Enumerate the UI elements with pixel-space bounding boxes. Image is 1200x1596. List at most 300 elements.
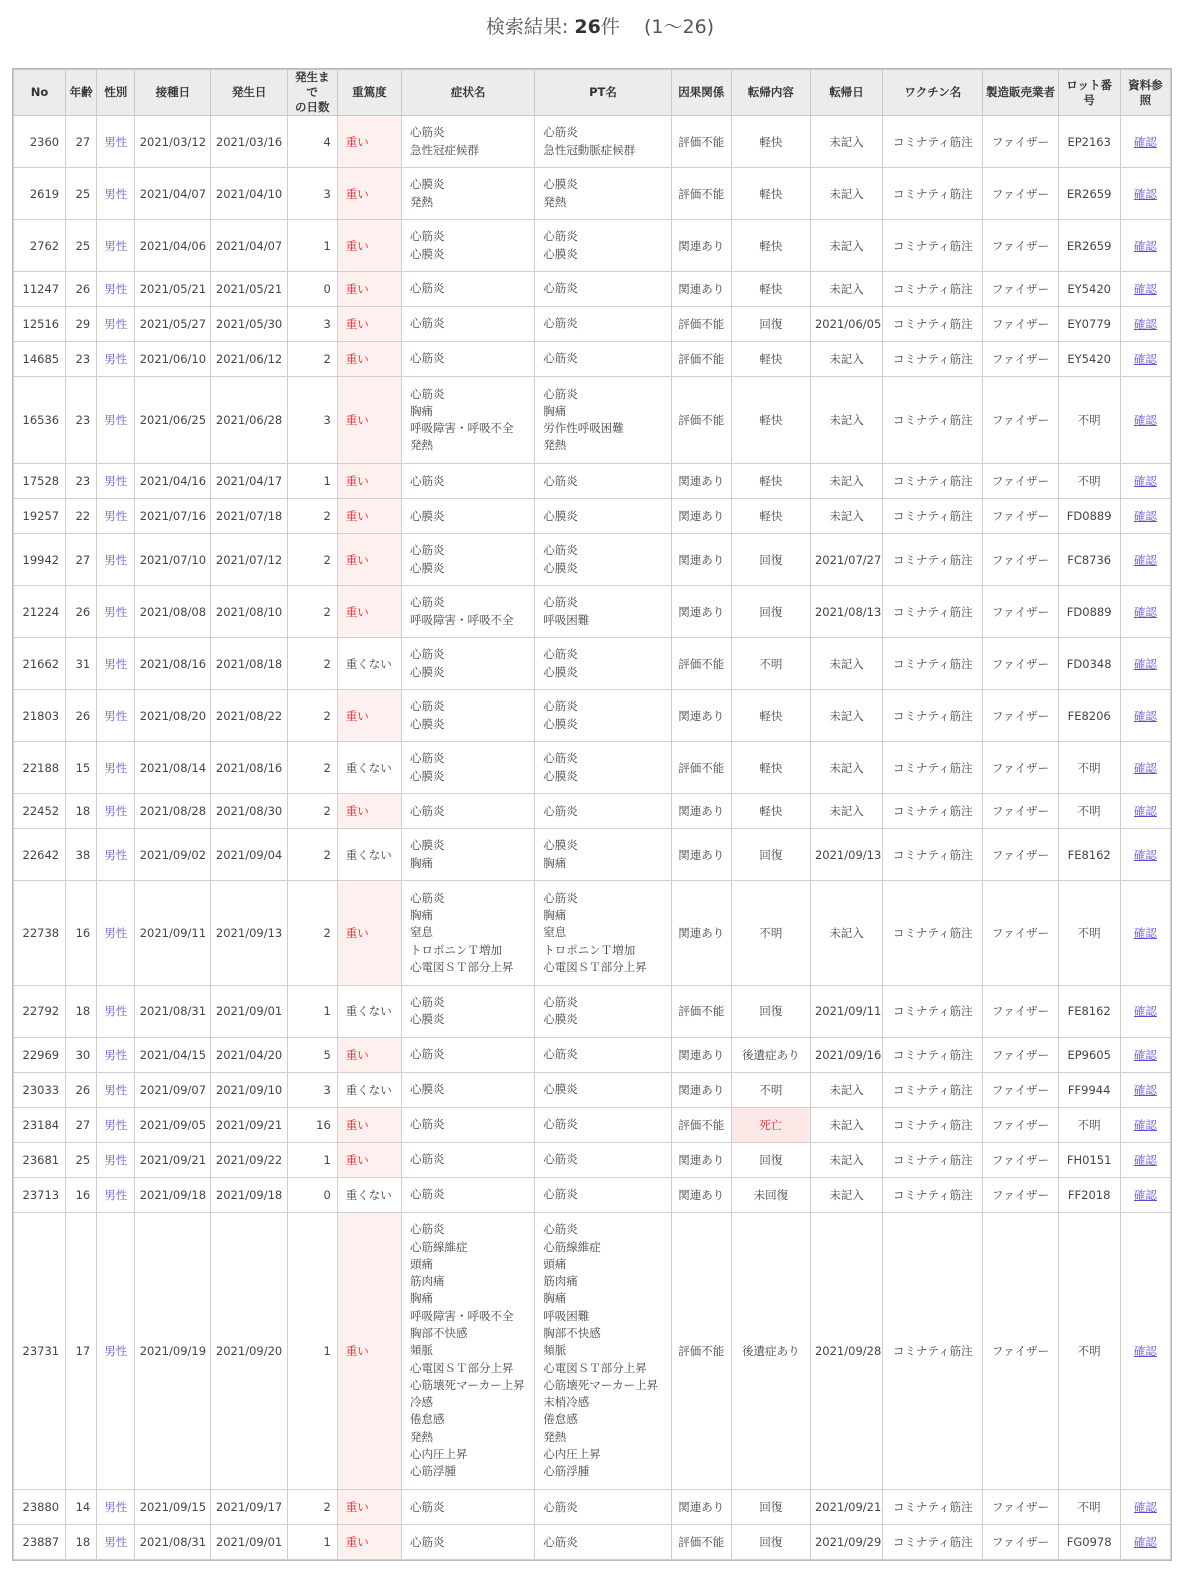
cell-no: 21803: [14, 690, 66, 742]
cell-outcome-date: 未記入: [810, 342, 882, 377]
cell-causality: 関連あり: [671, 881, 731, 986]
cell-sex: 男性: [97, 829, 135, 881]
cell-vaccination-date: 2021/09/07: [135, 1072, 211, 1107]
symptom-item: 心筋炎: [409, 281, 445, 296]
cell-outcome: 後遺症あり: [731, 1212, 810, 1490]
cell-reference: [1120, 829, 1170, 881]
cell-days-to-onset: 0: [287, 272, 337, 307]
col-header-pt-name: PT名: [535, 70, 671, 116]
pt-item: 発熱: [543, 1429, 567, 1444]
confirm-link[interactable]: 確認: [1133, 317, 1157, 331]
confirm-link[interactable]: 確認: [1133, 760, 1157, 775]
cell-reference: [1120, 534, 1170, 586]
cell-manufacturer: ファイザー: [983, 794, 1058, 829]
cell-onset-date: 2021/05/30: [211, 307, 287, 342]
confirm-link[interactable]: 確認: [1133, 1047, 1157, 1062]
cell-pt-name: [535, 985, 671, 1037]
cell-pt-name: [535, 1490, 671, 1525]
cell-days-to-onset: 1: [287, 1525, 337, 1560]
cell-symptoms: [401, 168, 534, 220]
cell-pt-name: [535, 464, 671, 499]
table-row: [14, 1037, 1171, 1072]
symptom-item: 心筋炎: [409, 595, 445, 610]
cell-age: 29: [66, 307, 97, 342]
cell-vaccine-name: コミナティ筋注: [883, 168, 983, 220]
cell-days-to-onset: 5: [287, 1037, 337, 1072]
symptom-item: 胸痛: [409, 1291, 433, 1306]
symptom-item: 心膜炎: [409, 177, 445, 192]
cell-severity: 重い: [337, 1525, 401, 1560]
cell-onset-date: 2021/03/16: [211, 116, 287, 168]
header-row: [14, 70, 1171, 116]
cell-outcome: 回復: [731, 1142, 810, 1177]
col-header-vaccine-name: ワクチン名: [883, 70, 983, 116]
confirm-link[interactable]: 確認: [1133, 1343, 1157, 1358]
col-header-no: No: [14, 70, 66, 116]
cell-no: 23033: [14, 1072, 66, 1107]
cell-outcome-date: 未記入: [810, 116, 882, 168]
cell-symptoms: [401, 272, 534, 307]
confirm-link[interactable]: 確認: [1133, 1500, 1157, 1515]
cell-vaccination-date: 2021/04/16: [135, 464, 211, 499]
symptom-item: 冷感: [409, 1395, 433, 1410]
cell-sex: 男性: [97, 272, 135, 307]
cell-outcome-date: 2021/08/13: [810, 586, 882, 638]
pt-item: 心筋炎: [543, 473, 578, 488]
cell-onset-date: 2021/09/20: [211, 1212, 287, 1490]
result-range: (1〜26): [644, 16, 715, 38]
cell-symptoms: [401, 342, 534, 377]
cell-lot-number: FE8162: [1058, 829, 1120, 881]
cell-vaccine-name: コミナティ筋注: [883, 638, 983, 690]
cell-pt-name: [535, 307, 671, 342]
cell-lot-number: FF2018: [1058, 1177, 1120, 1212]
cell-outcome-date: 未記入: [810, 1142, 882, 1177]
cell-vaccination-date: 2021/08/20: [135, 690, 211, 742]
confirm-link[interactable]: 確認: [1133, 1004, 1157, 1019]
cell-severity: 重くない: [337, 985, 401, 1037]
cell-outcome-date: 未記入: [810, 881, 882, 986]
cell-outcome-date: 未記入: [810, 690, 882, 742]
cell-vaccine-name: コミナティ筋注: [883, 1212, 983, 1490]
cell-onset-date: 2021/08/16: [211, 742, 287, 794]
confirm-link[interactable]: 確認: [1133, 1152, 1157, 1167]
cell-age: 22: [66, 499, 97, 534]
cell-outcome-date: 未記入: [810, 220, 882, 272]
cell-outcome-date: 未記入: [810, 742, 882, 794]
pt-item: 労作性呼吸困難: [543, 421, 624, 436]
confirm-link[interactable]: 確認: [1133, 708, 1157, 723]
cell-days-to-onset: 2: [287, 794, 337, 829]
cell-symptoms: [401, 829, 534, 881]
cell-vaccination-date: 2021/08/28: [135, 794, 211, 829]
cell-pt-name: [535, 829, 671, 881]
cell-outcome: 軽快: [731, 220, 810, 272]
symptom-item: 心膜炎: [409, 716, 445, 731]
cell-reference: [1120, 586, 1170, 638]
confirm-link[interactable]: 確認: [1133, 552, 1157, 567]
cell-onset-date: 2021/04/10: [211, 168, 287, 220]
cell-vaccine-name: コミナティ筋注: [883, 1037, 983, 1072]
pt-item: 心膜炎: [543, 664, 578, 679]
cell-days-to-onset: 1: [287, 1142, 337, 1177]
cell-days-to-onset: 3: [287, 377, 337, 464]
cell-outcome-date: 未記入: [810, 1107, 882, 1142]
cell-onset-date: 2021/09/18: [211, 1177, 287, 1212]
cell-no: 21662: [14, 638, 66, 690]
cell-reference: [1120, 742, 1170, 794]
symptom-item: 心電図ＳＴ部分上昇: [409, 1360, 514, 1375]
pt-item: 頻脈: [543, 1343, 567, 1358]
cell-age: 26: [66, 1072, 97, 1107]
cell-vaccination-date: 2021/08/31: [135, 985, 211, 1037]
cell-outcome-date: 未記入: [810, 638, 882, 690]
confirm-link[interactable]: 確認: [1133, 282, 1157, 296]
cell-lot-number: EY0779: [1058, 307, 1120, 342]
cell-vaccination-date: 2021/05/27: [135, 307, 211, 342]
cell-age: 25: [66, 220, 97, 272]
cell-vaccine-name: コミナティ筋注: [883, 499, 983, 534]
confirm-link[interactable]: 確認: [1133, 238, 1157, 253]
cell-vaccine-name: コミナティ筋注: [883, 272, 983, 307]
cell-outcome: 軽快: [731, 272, 810, 307]
cell-outcome-date: 未記入: [810, 1072, 882, 1107]
pt-item: トロポニンＴ増加: [543, 942, 636, 957]
cell-vaccine-name: コミナティ筋注: [883, 342, 983, 377]
symptom-item: 心筋炎: [409, 751, 445, 766]
cell-reference: [1120, 794, 1170, 829]
cell-causality: 関連あり: [671, 690, 731, 742]
cell-lot-number: 不明: [1058, 1490, 1120, 1525]
cell-age: 23: [66, 464, 97, 499]
cell-days-to-onset: 2: [287, 1490, 337, 1525]
cell-manufacturer: ファイザー: [983, 272, 1058, 307]
col-header-age: 年齢: [66, 70, 97, 116]
pt-item: 心筋炎: [543, 994, 578, 1009]
cell-sex: 男性: [97, 1177, 135, 1212]
cell-symptoms: [401, 1525, 534, 1560]
cell-vaccine-name: コミナティ筋注: [883, 985, 983, 1037]
cell-age: 30: [66, 1037, 97, 1072]
cell-lot-number: FH0151: [1058, 1142, 1120, 1177]
cell-age: 18: [66, 985, 97, 1037]
cell-reference: [1120, 116, 1170, 168]
pt-item: 心内圧上昇: [543, 1447, 601, 1462]
cell-causality: 評価不能: [671, 116, 731, 168]
table-row: [14, 116, 1171, 168]
pt-item: 心膜炎: [543, 838, 578, 853]
cell-causality: 関連あり: [671, 794, 731, 829]
table-row: [14, 272, 1171, 307]
cell-symptoms: [401, 1490, 534, 1525]
pt-item: 心筋炎: [543, 647, 578, 662]
cell-sex: 男性: [97, 116, 135, 168]
cell-manufacturer: ファイザー: [983, 377, 1058, 464]
cell-symptoms: [401, 464, 534, 499]
cell-no: 22969: [14, 1037, 66, 1072]
cell-vaccination-date: 2021/07/10: [135, 534, 211, 586]
cell-severity: 重くない: [337, 742, 401, 794]
cell-symptoms: [401, 377, 534, 464]
symptom-item: 胸部不快感: [409, 1325, 468, 1340]
cell-outcome: 回復: [731, 1490, 810, 1525]
cell-days-to-onset: 0: [287, 1177, 337, 1212]
cell-causality: 関連あり: [671, 1490, 731, 1525]
cell-vaccination-date: 2021/09/05: [135, 1107, 211, 1142]
symptom-item: 心膜炎: [409, 1012, 445, 1027]
col-header-vaccination-date: 接種日: [135, 70, 211, 116]
symptom-item: 心筋炎: [409, 1222, 445, 1237]
col-header-days-to-onset: 発生まで の日数: [287, 70, 337, 116]
cell-no: 21224: [14, 586, 66, 638]
cell-days-to-onset: 16: [287, 1107, 337, 1142]
cell-severity: 重い: [337, 377, 401, 464]
symptom-item: 心筋炎: [409, 351, 445, 366]
cell-no: 23731: [14, 1212, 66, 1490]
cell-lot-number: FE8206: [1058, 690, 1120, 742]
cell-causality: 評価不能: [671, 985, 731, 1037]
cell-causality: 評価不能: [671, 307, 731, 342]
cell-symptoms: [401, 1037, 534, 1072]
table-row: [14, 464, 1171, 499]
cell-onset-date: 2021/09/01: [211, 1525, 287, 1560]
cell-outcome-date: 未記入: [810, 377, 882, 464]
cell-reference: [1120, 1072, 1170, 1107]
confirm-link[interactable]: 確認: [1133, 352, 1157, 366]
symptom-item: 呼吸障害・呼吸不全: [409, 612, 514, 627]
pt-item: 末梢冷感: [543, 1395, 590, 1410]
confirm-link[interactable]: 確認: [1133, 1187, 1157, 1202]
confirm-link[interactable]: 確認: [1133, 186, 1157, 201]
confirm-link[interactable]: 確認: [1133, 1082, 1157, 1097]
pt-item: 発熱: [543, 194, 567, 209]
results-body: [14, 116, 1171, 1560]
cell-sex: 男性: [97, 1107, 135, 1142]
cell-days-to-onset: 3: [287, 307, 337, 342]
cell-sex: 男性: [97, 1525, 135, 1560]
symptom-item: 倦怠感: [409, 1412, 445, 1427]
cell-onset-date: 2021/09/10: [211, 1072, 287, 1107]
cell-lot-number: 不明: [1058, 881, 1120, 986]
confirm-link[interactable]: 確認: [1133, 474, 1157, 489]
result-count: 26: [574, 16, 601, 38]
confirm-link[interactable]: 確認: [1133, 1117, 1157, 1132]
symptom-item: 心膜炎: [409, 246, 445, 261]
cell-manufacturer: ファイザー: [983, 985, 1058, 1037]
cell-vaccine-name: コミナティ筋注: [883, 534, 983, 586]
table-row: [14, 829, 1171, 881]
cell-onset-date: 2021/06/28: [211, 377, 287, 464]
cell-vaccine-name: コミナティ筋注: [883, 377, 983, 464]
cell-outcome: 軽快: [731, 794, 810, 829]
cell-vaccination-date: 2021/04/07: [135, 168, 211, 220]
cell-sex: 男性: [97, 1490, 135, 1525]
cell-sex: 男性: [97, 342, 135, 377]
pt-item: 心筋炎: [543, 1534, 578, 1549]
cell-outcome: 後遺症あり: [731, 1037, 810, 1072]
cell-outcome: 軽快: [731, 342, 810, 377]
pt-item: 心筋炎: [543, 1117, 578, 1132]
cell-symptoms: [401, 794, 534, 829]
cell-onset-date: 2021/09/04: [211, 829, 287, 881]
symptom-item: 心電図ＳＴ部分上昇: [409, 959, 514, 974]
pt-item: 心筋炎: [543, 125, 578, 140]
confirm-link[interactable]: 確認: [1133, 847, 1157, 862]
cell-reference: [1120, 1142, 1170, 1177]
pt-item: 心電図ＳＴ部分上昇: [543, 959, 647, 974]
cell-manufacturer: ファイザー: [983, 307, 1058, 342]
pt-item: 心電図ＳＴ部分上昇: [543, 1360, 647, 1375]
symptom-item: 心筋炎: [409, 1047, 445, 1062]
cell-no: 14685: [14, 342, 66, 377]
cell-vaccination-date: 2021/09/02: [135, 829, 211, 881]
cell-manufacturer: ファイザー: [983, 116, 1058, 168]
cell-severity: 重い: [337, 690, 401, 742]
confirm-link[interactable]: 確認: [1133, 413, 1157, 428]
cell-onset-date: 2021/06/12: [211, 342, 287, 377]
cell-symptoms: [401, 116, 534, 168]
cell-outcome: 未回復: [731, 1177, 810, 1212]
cell-sex: 男性: [97, 307, 135, 342]
cell-symptoms: [401, 499, 534, 534]
cell-no: 11247: [14, 272, 66, 307]
cell-onset-date: 2021/08/22: [211, 690, 287, 742]
cell-outcome: 回復: [731, 985, 810, 1037]
cell-outcome-date: 未記入: [810, 168, 882, 220]
cell-no: 2762: [14, 220, 66, 272]
cell-lot-number: FD0889: [1058, 586, 1120, 638]
cell-manufacturer: ファイザー: [983, 829, 1058, 881]
cell-outcome: 不明: [731, 881, 810, 986]
cell-pt-name: [535, 1142, 671, 1177]
pt-item: 心筋炎: [543, 751, 578, 766]
cell-sex: 男性: [97, 534, 135, 586]
cell-vaccine-name: コミナティ筋注: [883, 586, 983, 638]
cell-symptoms: [401, 881, 534, 986]
cell-reference: [1120, 1037, 1170, 1072]
cell-sex: 男性: [97, 168, 135, 220]
cell-onset-date: 2021/09/01: [211, 985, 287, 1037]
cell-sex: 男性: [97, 499, 135, 534]
table-row: [14, 342, 1171, 377]
cell-pt-name: [535, 272, 671, 307]
pt-item: 心膜炎: [543, 716, 578, 731]
confirm-link[interactable]: 確認: [1133, 925, 1157, 940]
cell-reference: [1120, 499, 1170, 534]
cell-sex: 男性: [97, 1142, 135, 1177]
confirm-link[interactable]: 確認: [1133, 134, 1157, 149]
cell-vaccine-name: コミナティ筋注: [883, 829, 983, 881]
pt-item: 胸痛: [543, 403, 567, 418]
cell-pt-name: [535, 638, 671, 690]
col-header-symptoms: 症状名: [401, 70, 534, 116]
confirm-link[interactable]: 確認: [1133, 1535, 1157, 1550]
cell-severity: 重い: [337, 1142, 401, 1177]
cell-reference: [1120, 985, 1170, 1037]
cell-outcome-date: 2021/09/29: [810, 1525, 882, 1560]
cell-no: 23887: [14, 1525, 66, 1560]
pt-item: 倦怠感: [543, 1412, 578, 1427]
symptom-item: 呼吸障害・呼吸不全: [409, 1308, 514, 1323]
cell-vaccine-name: コミナティ筋注: [883, 220, 983, 272]
cell-symptoms: [401, 690, 534, 742]
cell-lot-number: 不明: [1058, 377, 1120, 464]
cell-manufacturer: ファイザー: [983, 742, 1058, 794]
symptom-item: 心筋炎: [409, 473, 445, 488]
cell-lot-number: 不明: [1058, 794, 1120, 829]
cell-age: 15: [66, 742, 97, 794]
cell-vaccination-date: 2021/08/31: [135, 1525, 211, 1560]
cell-sex: 男性: [97, 586, 135, 638]
cell-no: 23713: [14, 1177, 66, 1212]
cell-vaccination-date: 2021/08/16: [135, 638, 211, 690]
cell-pt-name: [535, 377, 671, 464]
cell-causality: 関連あり: [671, 829, 731, 881]
pt-item: 胸部不快感: [543, 1325, 601, 1340]
cell-reference: [1120, 1177, 1170, 1212]
cell-pt-name: [535, 1212, 671, 1490]
cell-causality: 評価不能: [671, 1525, 731, 1560]
cell-pt-name: [535, 499, 671, 534]
cell-symptoms: [401, 307, 534, 342]
cell-manufacturer: ファイザー: [983, 1037, 1058, 1072]
pt-item: 発熱: [543, 438, 567, 453]
cell-days-to-onset: 2: [287, 342, 337, 377]
cell-days-to-onset: 2: [287, 742, 337, 794]
cell-causality: 関連あり: [671, 1177, 731, 1212]
confirm-link[interactable]: 確認: [1133, 656, 1157, 671]
cell-outcome: 回復: [731, 534, 810, 586]
pt-item: 急性冠動脈症候群: [543, 142, 636, 157]
cell-age: 26: [66, 690, 97, 742]
cell-days-to-onset: 4: [287, 116, 337, 168]
symptom-item: 発熱: [409, 194, 433, 209]
table-row: [14, 220, 1171, 272]
cell-vaccination-date: 2021/06/10: [135, 342, 211, 377]
cell-no: 22792: [14, 985, 66, 1037]
pt-item: 心膜炎: [543, 508, 578, 523]
cell-pt-name: [535, 881, 671, 986]
cell-no: 22452: [14, 794, 66, 829]
confirm-link[interactable]: 確認: [1133, 604, 1157, 619]
col-header-lot-number: ロット番号: [1058, 70, 1120, 116]
cell-causality: 関連あり: [671, 534, 731, 586]
cell-symptoms: [401, 1072, 534, 1107]
cell-symptoms: [401, 1177, 534, 1212]
cell-reference: [1120, 1490, 1170, 1525]
cell-sex: 男性: [97, 881, 135, 986]
cell-vaccination-date: 2021/09/18: [135, 1177, 211, 1212]
cell-pt-name: [535, 1107, 671, 1142]
cell-vaccine-name: コミナティ筋注: [883, 1177, 983, 1212]
cell-lot-number: EP2163: [1058, 116, 1120, 168]
symptom-item: 胸痛: [409, 855, 433, 870]
cell-reference: [1120, 690, 1170, 742]
cell-pt-name: [535, 342, 671, 377]
cell-outcome: 軽快: [731, 742, 810, 794]
cell-outcome-date: 未記入: [810, 1177, 882, 1212]
results-table: [13, 69, 1171, 1560]
cell-lot-number: 不明: [1058, 742, 1120, 794]
cell-no: 17528: [14, 464, 66, 499]
cell-outcome-date: 2021/06/05: [810, 307, 882, 342]
cell-days-to-onset: 1: [287, 220, 337, 272]
confirm-link[interactable]: 確認: [1133, 804, 1157, 819]
symptom-item: 心膜炎: [409, 560, 445, 575]
symptom-item: 頻脈: [409, 1343, 433, 1358]
cell-vaccine-name: コミナティ筋注: [883, 1107, 983, 1142]
confirm-link[interactable]: 確認: [1133, 509, 1157, 524]
